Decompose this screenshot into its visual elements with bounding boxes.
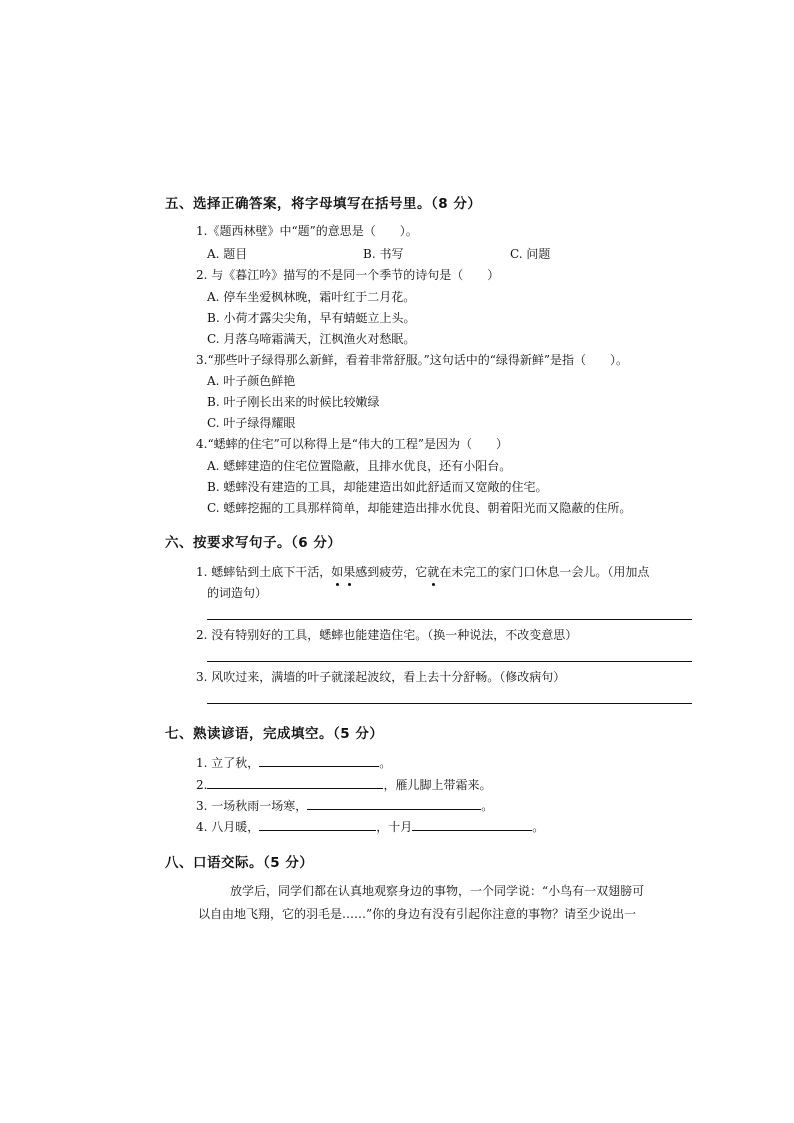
q5-4-option-b: B. 蟋蟀没有建造的工具，却能建造出如此舒适而又宽敞的住宅。 xyxy=(207,480,548,494)
proverb-4-blank-2[interactable] xyxy=(412,819,532,831)
proverb-1-suffix: 。 xyxy=(379,756,392,770)
q5-2-option-a: A. 停车坐爱枫林晚，霜叶红于二月花。 xyxy=(207,290,416,304)
emphasis-char-ru: 如 xyxy=(331,565,344,579)
q5-3-option-c: C. 叶子绿得耀眼 xyxy=(207,416,296,430)
proverb-4-middle: ，十月 xyxy=(376,820,413,834)
section-7-heading: 七、熟读谚语，完成填空。（5 分） xyxy=(165,726,384,742)
q6-1-text-part3: 在未完工的家门口休息一会儿。（用加点 xyxy=(439,565,650,579)
section-6-heading: 六、按要求写句子。（6 分） xyxy=(165,535,342,551)
proverb-4-suffix: 。 xyxy=(532,820,545,834)
q5-3-option-a: A. 叶子颜色鲜艳 xyxy=(207,374,296,388)
q5-4-option-c: C. 蟋蟀挖掘的工具那样简单，却能建造出排水优良、朝着阳光而又隐蔽的住所。 xyxy=(207,501,632,515)
q6-3-text: 3. 风吹过来，满墙的叶子就漾起波纹，看上去十分舒畅。（修改病句） xyxy=(196,670,566,684)
proverb-1-prefix: 1. 立了秋， xyxy=(196,756,260,770)
oral-passage-line-2: 以自由地飞翔，它的羽毛是……”你的身边有没有引起你注意的事物？请至少说出一 xyxy=(198,907,637,921)
q5-1-option-c: C. 问题 xyxy=(510,247,551,261)
q6-1-line1 xyxy=(196,563,649,580)
q5-4-stem: 4.“蟋蟀的住宅”可以称得上是“伟大的工程”是因为（ ） xyxy=(196,437,508,451)
q6-2-answer-line[interactable] xyxy=(207,661,692,662)
q5-1-option-a: A. 题目 xyxy=(207,247,248,261)
q5-1-option-b: B. 书写 xyxy=(363,247,404,261)
section-5-heading: 五、选择正确答案，将字母填写在括号里。（8 分） xyxy=(165,196,482,212)
q5-2-stem: 2. 与《暮江吟》描写的不是同一个季节的诗句是（ ） xyxy=(196,268,500,282)
emphasis-char-jiu: 就 xyxy=(427,565,440,579)
proverb-2-blank[interactable] xyxy=(207,777,383,789)
proverb-2 xyxy=(196,776,491,793)
oral-passage-line-1: 放学后，同学们都在认真地观察身边的事物，一个同学说：“小鸟有一双翅膀可 xyxy=(230,884,645,898)
q6-1-answer-line[interactable] xyxy=(207,619,692,620)
q5-3-option-b: B. 叶子刚长出来的时候比较嫩绿 xyxy=(207,395,380,409)
q6-3-answer-line[interactable] xyxy=(207,703,692,704)
q6-2-text: 2. 没有特别好的工具，蟋蟀也能建造住宅。（换一种说法，不改变意思） xyxy=(196,628,578,642)
q5-2-option-c: C. 月落乌啼霜满天，江枫渔火对愁眠。 xyxy=(207,332,416,346)
q5-2-option-b: B. 小荷才露尖尖角，早有蜻蜓立上头。 xyxy=(207,311,416,325)
proverb-2-prefix: 2. xyxy=(196,778,208,792)
section-8-heading: 八、口语交际。（5 分） xyxy=(165,855,314,871)
proverb-3 xyxy=(196,797,493,814)
proverb-3-suffix: 。 xyxy=(481,799,494,813)
emphasis-char-guo: 果 xyxy=(343,565,356,579)
proverb-1 xyxy=(196,754,391,771)
q5-3-stem: 3.“那些叶子绿得那么新鲜，看着非常舒服。”这句话中的“绿得新鲜”是指（ ）。 xyxy=(196,353,628,367)
q6-1-line2: 的词造句） xyxy=(207,586,268,600)
proverb-3-prefix: 3. 一场秋雨一场寒， xyxy=(196,799,308,813)
q6-1-text-part1: 1. 蟋蟀钻到土底下干活， xyxy=(196,565,332,579)
proverb-2-suffix: ，雁儿脚上带霜来。 xyxy=(383,778,492,792)
q5-1-stem: 1.《题西林壁》中“题”的意思是（ ）。 xyxy=(196,224,418,238)
proverb-4 xyxy=(196,818,544,835)
proverb-3-blank[interactable] xyxy=(307,798,481,810)
proverb-4-blank-1[interactable] xyxy=(259,819,376,831)
proverb-4-prefix: 4. 八月暖， xyxy=(196,820,260,834)
q6-1-text-part2: 感到疲劳，它 xyxy=(355,565,428,579)
q5-4-option-a: A. 蟋蟀建造的住宅位置隐蔽，且排水优良，还有小阳台。 xyxy=(207,459,512,473)
proverb-1-blank[interactable] xyxy=(259,755,379,767)
